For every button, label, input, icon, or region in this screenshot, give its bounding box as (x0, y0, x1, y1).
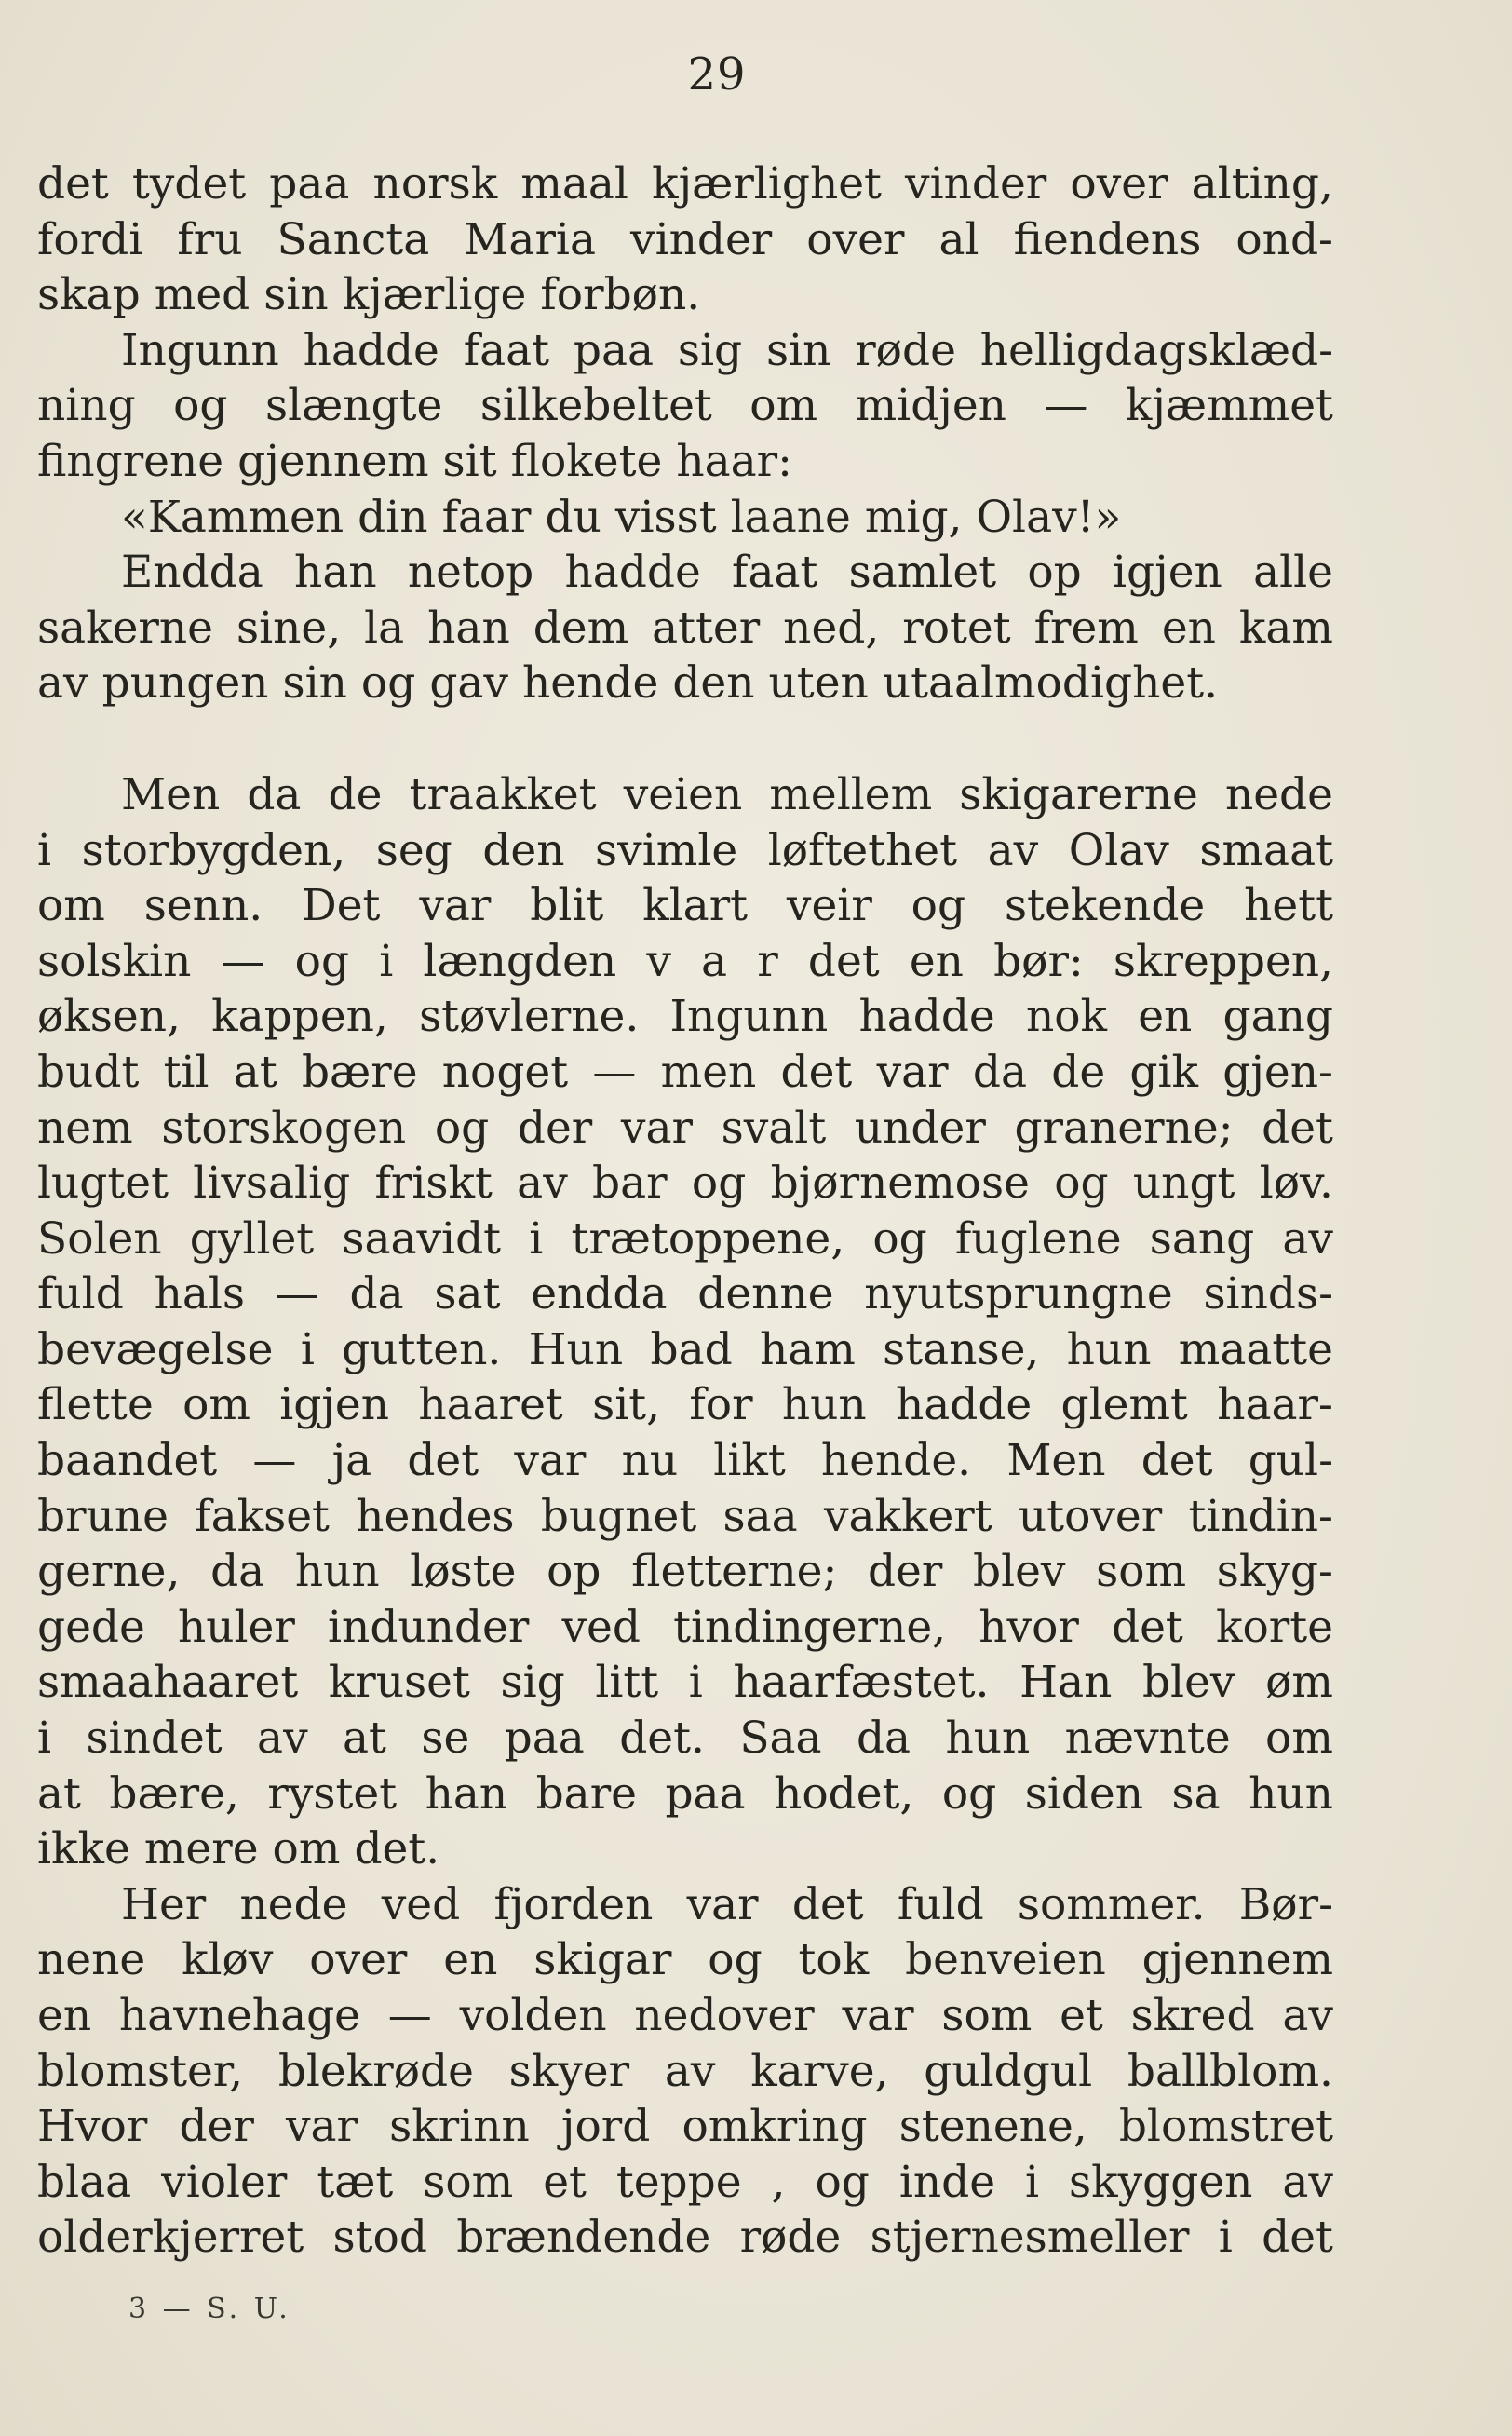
text-line: Her nede ved fjorden var det fuld sommer. Bør- (121, 1878, 1333, 1930)
text-line: «Kammen din faar du visst laane mig, Olav!» (121, 491, 1122, 543)
text-line: i storbygden, seg den svimle løftethet av Olav smaat (37, 824, 1333, 876)
text-line: solskin — og i længden v a r det en bør: skreppen, (37, 935, 1333, 987)
text-line: en havnehage — volden nedover var som et skred av (37, 1990, 1333, 2041)
text-line: at bære, rystet han bare paa hodet, og siden sa hun (37, 1767, 1333, 1820)
text-line: flette om igjen haaret sit, for hun hadde glemt haar- (37, 1379, 1333, 1431)
paragraph-gap (37, 711, 1333, 767)
text-line: nene kløv over en skigar og tok benveien gjennem (37, 1934, 1333, 1986)
text-line: Men da de traakket veien mellem skigarerne nede (121, 768, 1333, 820)
text-line: olderkjerret stod brændende røde stjernesmeller i det (37, 2212, 1333, 2264)
paragraph (37, 323, 1333, 490)
text-line: Hvor der var skrinn jord omkring stenene, blomstret (37, 2101, 1333, 2153)
text-line: blaa violer tæt som et teppe , og inde i skyggen av (37, 2156, 1333, 2208)
paragraph (37, 490, 1333, 546)
text-line: lugtet livsalig friskt av bar og bjørnemose og ungt løv. (37, 1157, 1333, 1210)
text-line: fordi fru Sancta Maria vinder over al fiendens ond- (37, 213, 1333, 265)
signature-mark: 3 — S. U. (128, 2293, 291, 2325)
text-line: nem storskogen og der var svalt under granerne; det (37, 1102, 1333, 1154)
text-line: smaahaaret kruset sig litt i haarfæstet. Han blev øm (37, 1657, 1333, 1709)
text-line: budt til at bære noget — men det var da de gik gjen- (37, 1046, 1333, 1098)
text-line: skap med sin kjærlige forbøn. (37, 269, 701, 321)
page-number: 29 (687, 48, 747, 101)
text-line: Ingunn hadde faat paa sig sin røde helligdagsklæd- (121, 324, 1333, 376)
text-line: av pungen sin og gav hende den uten utaalmodighet. (37, 657, 1219, 710)
text-line: brune fakset hendes bugnet saa vakkert utover tindin- (37, 1490, 1333, 1542)
text-line: i sindet av at se paa det. Saa da hun nævnte om (37, 1712, 1333, 1765)
text-line: ning og slængte silkebeltet om midjen — kjæmmet (37, 380, 1333, 432)
text-line: baandet — ja det var nu likt hende. Men det gul- (37, 1435, 1333, 1487)
text-line: ikke mere om det. (37, 1823, 440, 1875)
paragraph (37, 156, 1333, 323)
paragraph (37, 767, 1333, 1877)
text-line: om senn. Det var blit klart veir og stekende hett (37, 880, 1333, 932)
text-line: øksen, kappen, støvlerne. Ingunn hadde nok en gang (37, 991, 1333, 1043)
text-line: blomster, blekrøde skyer av karve, guldgul ballblom. (37, 2045, 1333, 2097)
text-line: sakerne sine, la han dem atter ned, rotet frem en kam (37, 602, 1333, 654)
text-line: det tydet paa norsk maal kjærlighet vinder over alting, (37, 158, 1333, 210)
text-line: fuld hals — da sat endda denne nyutsprungne sinds- (37, 1268, 1333, 1320)
text-line: gede huler indunder ved tindingerne, hvor det korte (37, 1601, 1333, 1653)
text-line: Endda han netop hadde faat samlet op igjen alle (121, 547, 1333, 599)
paragraph (37, 1877, 1333, 2266)
text-line: gerne, da hun løste op fletterne; der blev som skyg- (37, 1546, 1333, 1598)
text-line: bevægelse i gutten. Hun bad ham stanse, hun maatte (37, 1323, 1333, 1375)
text-line: fingrene gjennem sit flokete haar: (37, 435, 792, 487)
text-line: Solen gyllet saavidt i trætoppene, og fuglene sang av (37, 1212, 1333, 1265)
paragraph (37, 545, 1333, 711)
body-text (37, 156, 1333, 2266)
